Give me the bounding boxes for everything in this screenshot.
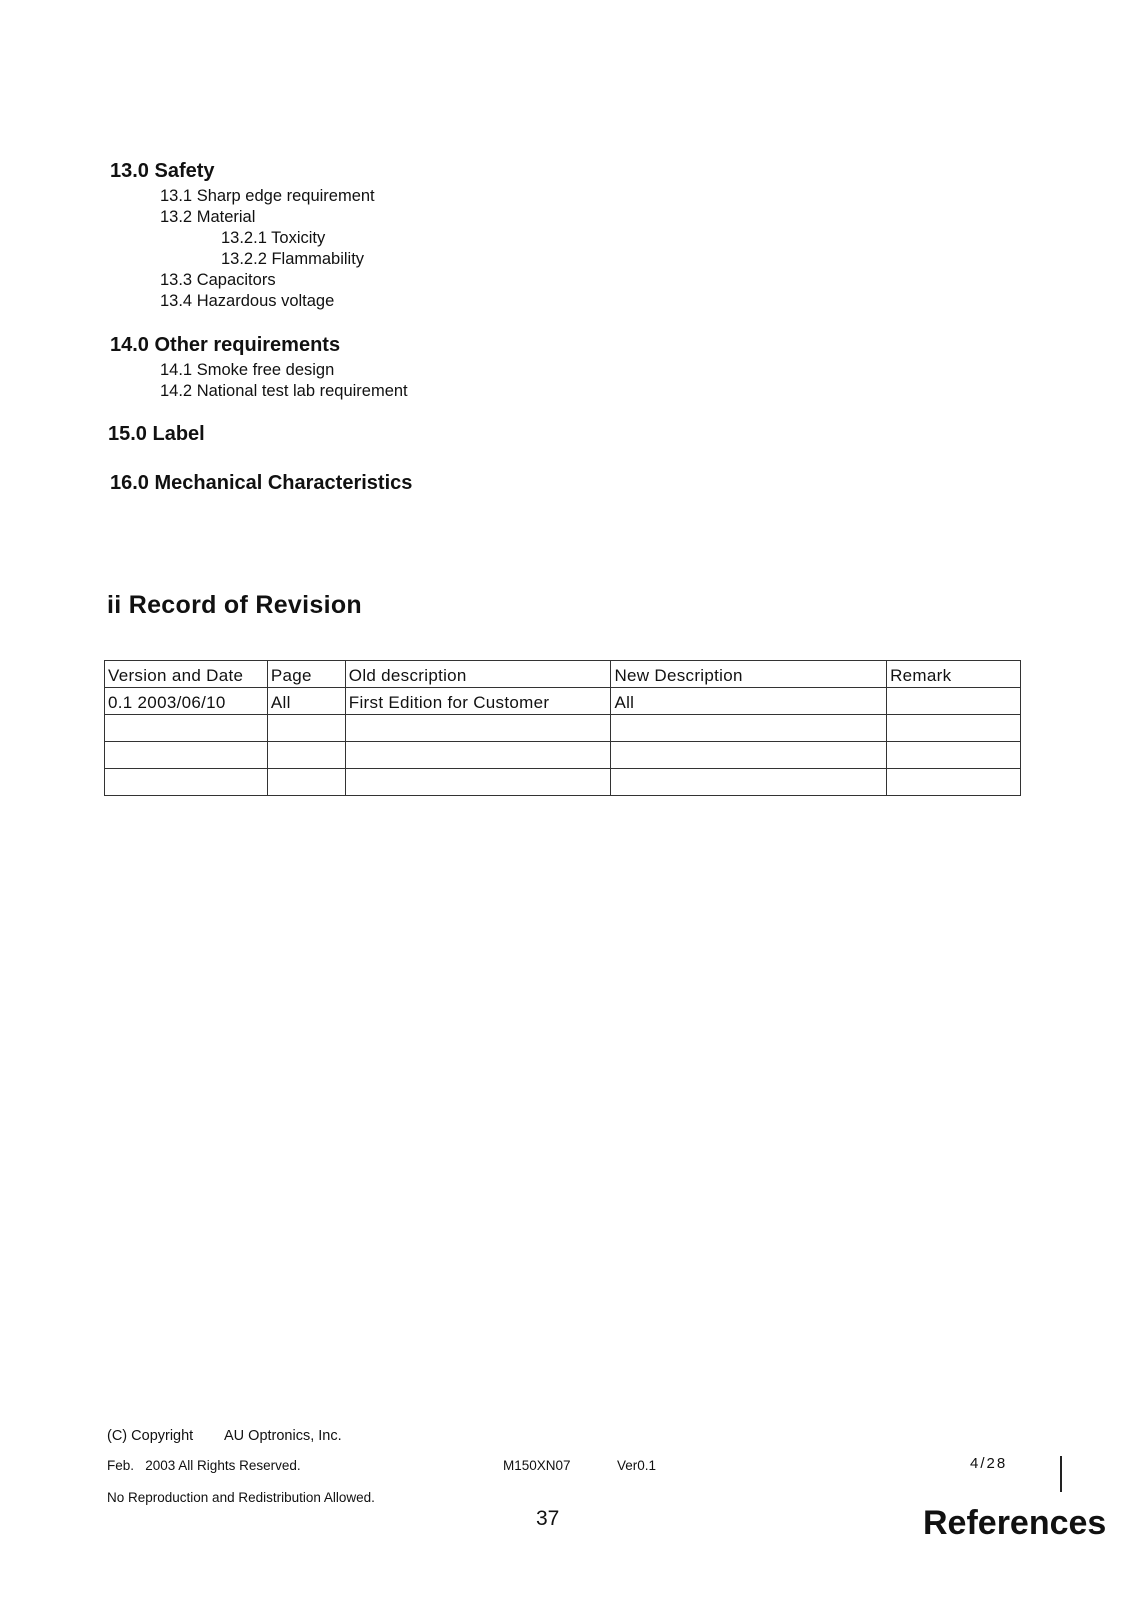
table-row [105, 742, 1021, 769]
section-14-title: 14.0 Other requirements [110, 334, 341, 356]
item-13-2-1: 13.2.1 Toxicity [221, 229, 326, 247]
cell-version-date: 0.1 2003/06/10 [105, 688, 268, 715]
section-13-title: 13.0 Safety [110, 160, 215, 182]
cell-old-description [345, 769, 611, 796]
cell-version-date [105, 769, 268, 796]
header-old-description: Old description [345, 661, 611, 688]
cell-new-description: All [611, 688, 887, 715]
item-13-4: 13.4 Hazardous voltage [160, 292, 335, 310]
footer-no-reproduction: No Reproduction and Redistribution Allowed. [107, 1490, 375, 1505]
revision-title: ii Record of Revision [107, 591, 362, 619]
cell-page [267, 769, 345, 796]
section-15-title: 15.0 Label [108, 423, 205, 445]
table-row [105, 715, 1021, 742]
cell-page [267, 715, 345, 742]
item-14-2: 14.2 National test lab requirement [160, 382, 408, 400]
header-version-date: Version and Date [105, 661, 268, 688]
cell-remark [887, 715, 1021, 742]
footer-divider [1060, 1456, 1062, 1492]
cell-new-description [611, 769, 887, 796]
cell-old-description [345, 742, 611, 769]
cell-page: All [267, 688, 345, 715]
item-14-1: 14.1 Smoke free design [160, 361, 335, 379]
footer-company: AU Optronics, Inc. [224, 1428, 342, 1444]
cell-remark [887, 742, 1021, 769]
page-number: 37 [536, 1507, 560, 1530]
cell-new-description [611, 742, 887, 769]
section-16-title: 16.0 Mechanical Characteristics [110, 472, 413, 494]
references-label: References [923, 1504, 1107, 1542]
footer-model: M150XN07 [503, 1458, 571, 1473]
item-13-1: 13.1 Sharp edge requirement [160, 187, 375, 205]
footer-rights: Feb. 2003 All Rights Reserved. [107, 1458, 301, 1473]
table-row [105, 688, 1021, 715]
cell-version-date [105, 715, 268, 742]
footer-version: Ver0.1 [617, 1458, 657, 1473]
cell-old-description [345, 715, 611, 742]
item-13-2-2: 13.2.2 Flammability [221, 250, 365, 268]
cell-page [267, 742, 345, 769]
item-13-2: 13.2 Material [160, 208, 256, 226]
header-remark: Remark [887, 661, 1021, 688]
table-header-row [105, 661, 1021, 688]
item-13-3: 13.3 Capacitors [160, 271, 276, 289]
header-new-description: New Description [611, 661, 887, 688]
cell-old-description: First Edition for Customer [345, 688, 611, 715]
header-page: Page [267, 661, 345, 688]
footer-copyright: (C) Copyright [107, 1428, 194, 1444]
table-row [105, 769, 1021, 796]
cell-version-date [105, 742, 268, 769]
revision-table [104, 660, 1021, 796]
footer-page: 4/28 [970, 1455, 1008, 1472]
cell-new-description [611, 715, 887, 742]
cell-remark [887, 769, 1021, 796]
cell-remark [887, 688, 1021, 715]
